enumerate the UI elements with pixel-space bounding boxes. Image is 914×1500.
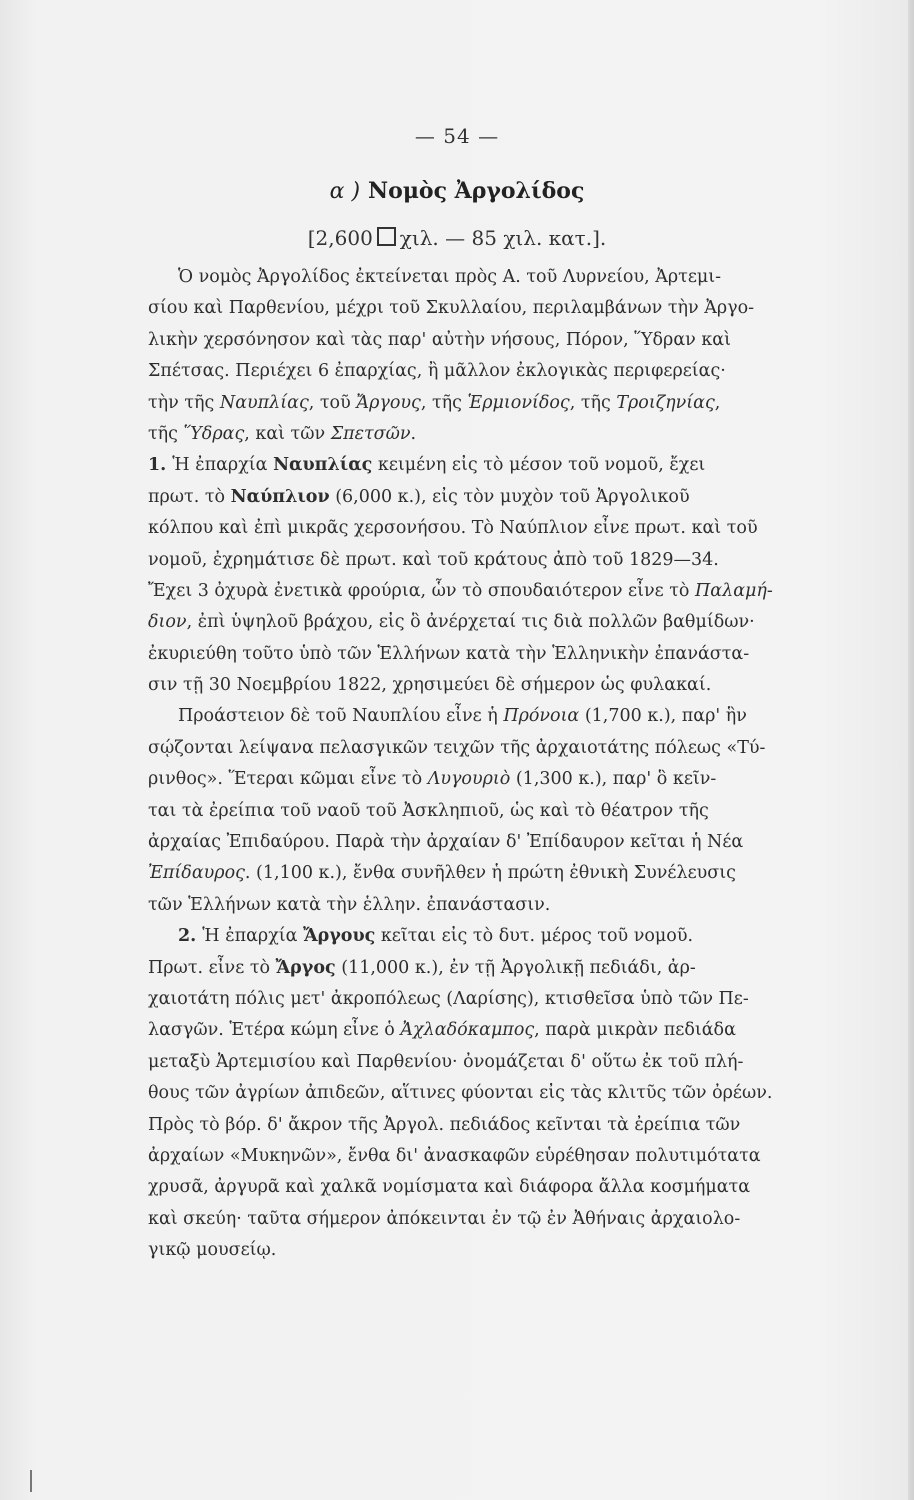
text-line: ται τὰ ἐρείπια τοῦ ναοῦ τοῦ Ἀσκληπιοῦ, ὡς καὶ τὸ θέατρον τῆς xyxy=(148,800,709,821)
province-name: Ναυπλίας xyxy=(219,392,309,413)
section-number: 1. xyxy=(148,455,167,476)
text-line: κόλπου καὶ ἐπὶ μικρᾶς χερσονήσου. Τὸ Ναύπλιον εἶνε πρωτ. καὶ τοῦ xyxy=(148,518,758,539)
text-span: Ἔχει 3 ὀχυρὰ ἐνετικὰ φρούρια, ὧν τὸ σπουδαιότερον εἶνε τὸ xyxy=(148,580,696,601)
text-span: πρωτ. τὸ xyxy=(148,486,231,507)
text-span: , τῆς xyxy=(420,392,468,413)
place-name: Ἀχλαδόκαμπος xyxy=(400,1020,535,1041)
text-line: θους τῶν ἀγρίων ἀπιδεῶν, αἵτινες φύονται εἰς τὰς κλιτῦς τῶν ὀρέων. xyxy=(148,1083,773,1104)
province-name: Ἄργους xyxy=(356,392,421,413)
text-span: , τῆς xyxy=(569,392,617,413)
text-line: Ὁ νομὸς Ἀργολίδος ἐκτείνεται πρὸς Α. τοῦ Λυρνείου, Ἀρτεμι- xyxy=(178,267,722,287)
text-line: Πρὸς τὸ βόρ. δ' ἄκρον τῆς Ἀργολ. πεδιάδος κεῖνται τὰ ἐρείπια τῶν xyxy=(148,1114,741,1135)
text-line xyxy=(148,764,890,795)
text-span: (1,300 κ.), παρ' ὃ κεῖν- xyxy=(510,769,717,790)
place-name: Ἐπίδαυρος xyxy=(148,863,245,884)
section-number: 2. xyxy=(178,926,197,947)
text-span: , ἐπὶ ὑψηλοῦ βράχου, εἰς ὃ ἀνέρχεταί τις διὰ πολλῶν βαθμίδων· xyxy=(186,612,755,633)
province-name: Σπετσῶν xyxy=(330,423,411,444)
place-name: Λυγουριὸ xyxy=(427,769,511,790)
heading-title: Νομὸς Ἀργολίδος xyxy=(368,178,585,204)
text-line xyxy=(148,450,890,481)
place-name: διον xyxy=(148,612,187,633)
area-value: [2,600 xyxy=(307,226,373,250)
page-edge-shadow xyxy=(908,0,914,1500)
capital-name: Ἄργος xyxy=(275,957,336,978)
province-name: Ὕδρας xyxy=(183,423,245,444)
text-span: , τοῦ xyxy=(308,392,357,413)
text-span: Προάστειον δὲ τοῦ Ναυπλίου εἶνε ἡ xyxy=(178,706,504,727)
text-line: καὶ σκεύη· ταῦτα σήμερον ἀπόκεινται ἐν τῷ ἐν Ἀθήναις ἀρχαιολο- xyxy=(148,1208,741,1229)
body-text xyxy=(148,262,890,1267)
text-line xyxy=(148,701,890,732)
text-line xyxy=(148,419,890,450)
text-span: Πρωτ. εἶνε τὸ xyxy=(148,957,276,978)
province-name: Ἑρμιονίδος xyxy=(467,392,570,413)
text-line xyxy=(148,921,890,952)
area-population-line xyxy=(0,226,914,250)
text-span: (6,000 κ.), εἰς τὸν μυχὸν τοῦ Ἀργολικοῦ xyxy=(329,486,690,507)
text-span: (11,000 κ.), ἐν τῇ Ἀργολικῇ πεδιάδι, ἀρ- xyxy=(335,957,696,978)
text-line xyxy=(148,1015,890,1046)
text-line: σίου καὶ Παρθενίου, μέχρι τοῦ Σκυλλαίου, περιλαμβάνων τὴν Ἀργο- xyxy=(148,298,755,319)
text-line: ἀρχαίων «Μυκηνῶν», ἔνθα δι' ἀνασκαφῶν εὑρέθησαν πολυτιμότατα xyxy=(148,1145,761,1166)
text-span: λασγῶν. Ἑτέρα κώμη εἶνε ὁ xyxy=(148,1020,401,1041)
text-line: σῴζονται λείψανα πελασγικῶν τειχῶν τῆς ἀρχαιοτάτης πόλεως «Τύ- xyxy=(148,737,766,758)
text-span: . (1,100 κ.), ἔνθα συνῆλθεν ἡ πρώτη ἐθνικὴ Συνέλευσις xyxy=(244,863,736,884)
district-name: Ναυπλίας xyxy=(273,455,373,476)
text-line: ἐκυριεύθη τοῦτο ὑπὸ τῶν Ἑλλήνων κατὰ τὴν Ἑλληνικὴν ἐπανάστα- xyxy=(148,643,750,664)
text-line: γικῷ μουσείῳ. xyxy=(148,1240,277,1261)
text-span: , παρὰ μικρὰν πεδιάδα xyxy=(534,1020,736,1041)
area-unit-population: χιλ. — 85 χιλ. κατ.]. xyxy=(399,226,607,250)
text-line xyxy=(148,576,890,607)
text-line: τῶν Ἑλλήνων κατὰ τὴν ἑλλην. ἐπανάστασιν. xyxy=(148,894,551,915)
text-line xyxy=(148,388,890,419)
text-line: ἀρχαίας Ἐπιδαύρου. Παρὰ τὴν ἀρχαίαν δ' Ἐπίδαυρον κεῖται ἡ Νέα xyxy=(148,832,744,853)
text-span: . xyxy=(410,423,417,444)
province-name: Τροιζηνίας xyxy=(616,392,715,413)
text-span: κεῖται εἰς τὸ δυτ. μέρος τοῦ νομοῦ. xyxy=(375,926,694,947)
text-span: , καὶ τῶν xyxy=(244,423,331,444)
text-span: ρινθος». Ἕτεραι κῶμαι εἶνε τὸ xyxy=(148,769,428,790)
text-line: σιν τῇ 30 Νοεμβρίου 1822, χρησιμεύει δὲ σήμερον ὡς φυλακαί. xyxy=(148,675,712,696)
place-name: Πρόνοια xyxy=(503,706,580,727)
text-line xyxy=(148,482,890,513)
text-span: κειμένη εἰς τὸ μέσον τοῦ νομοῦ, ἔχει xyxy=(372,455,706,476)
text-line xyxy=(148,607,890,638)
district-name: Ἄργους xyxy=(303,926,376,947)
text-span: Ἡ ἐπαρχία xyxy=(202,926,304,947)
section-heading xyxy=(0,178,914,204)
text-line: νομοῦ, ἐχρημάτισε δὲ πρωτ. καὶ τοῦ κράτους ἀπὸ τοῦ 1829—34. xyxy=(148,549,719,570)
margin-mark xyxy=(30,1470,32,1492)
capital-name: Ναύπλιον xyxy=(230,486,330,507)
text-line: χρυσᾶ, ἀργυρᾶ καὶ χαλκᾶ νομίσματα καὶ διάφορα ἄλλα κοσμήματα xyxy=(148,1177,751,1198)
text-span: τὴν τῆς xyxy=(148,392,220,413)
text-span: (1,700 κ.), παρ' ἣν xyxy=(579,706,747,727)
text-span: Ἡ ἐπαρχία xyxy=(172,455,274,476)
text-line: λικὴν χερσόνησον καὶ τὰς παρ' αὐτὴν νήσους, Πόρον, Ὕδραν καὶ xyxy=(148,329,731,350)
page-number: — 54 — xyxy=(414,124,500,148)
text-span: τῆς xyxy=(148,423,184,444)
heading-letter: α ) xyxy=(329,179,361,204)
text-line: χαιοτάτη πόλις μετ' ἀκροπόλεως (Λαρίσης), κτισθεῖσα ὑπὸ τῶν Πε- xyxy=(148,988,749,1009)
text-line: Σπέτσας. Περιέχει 6 ἐπαρχίας, ἢ μᾶλλον ἐκλογικὰς περιφερείας· xyxy=(148,361,726,382)
square-symbol-icon xyxy=(377,227,396,246)
place-name: Παλαμή- xyxy=(695,580,773,601)
text-line: μεταξὺ Ἀρτεμισίου καὶ Παρθενίου· ὀνομάζεται δ' οὕτω ἐκ τοῦ πλή- xyxy=(148,1051,744,1072)
text-line xyxy=(148,953,890,984)
text-span: , xyxy=(714,392,721,413)
text-line xyxy=(148,858,890,889)
